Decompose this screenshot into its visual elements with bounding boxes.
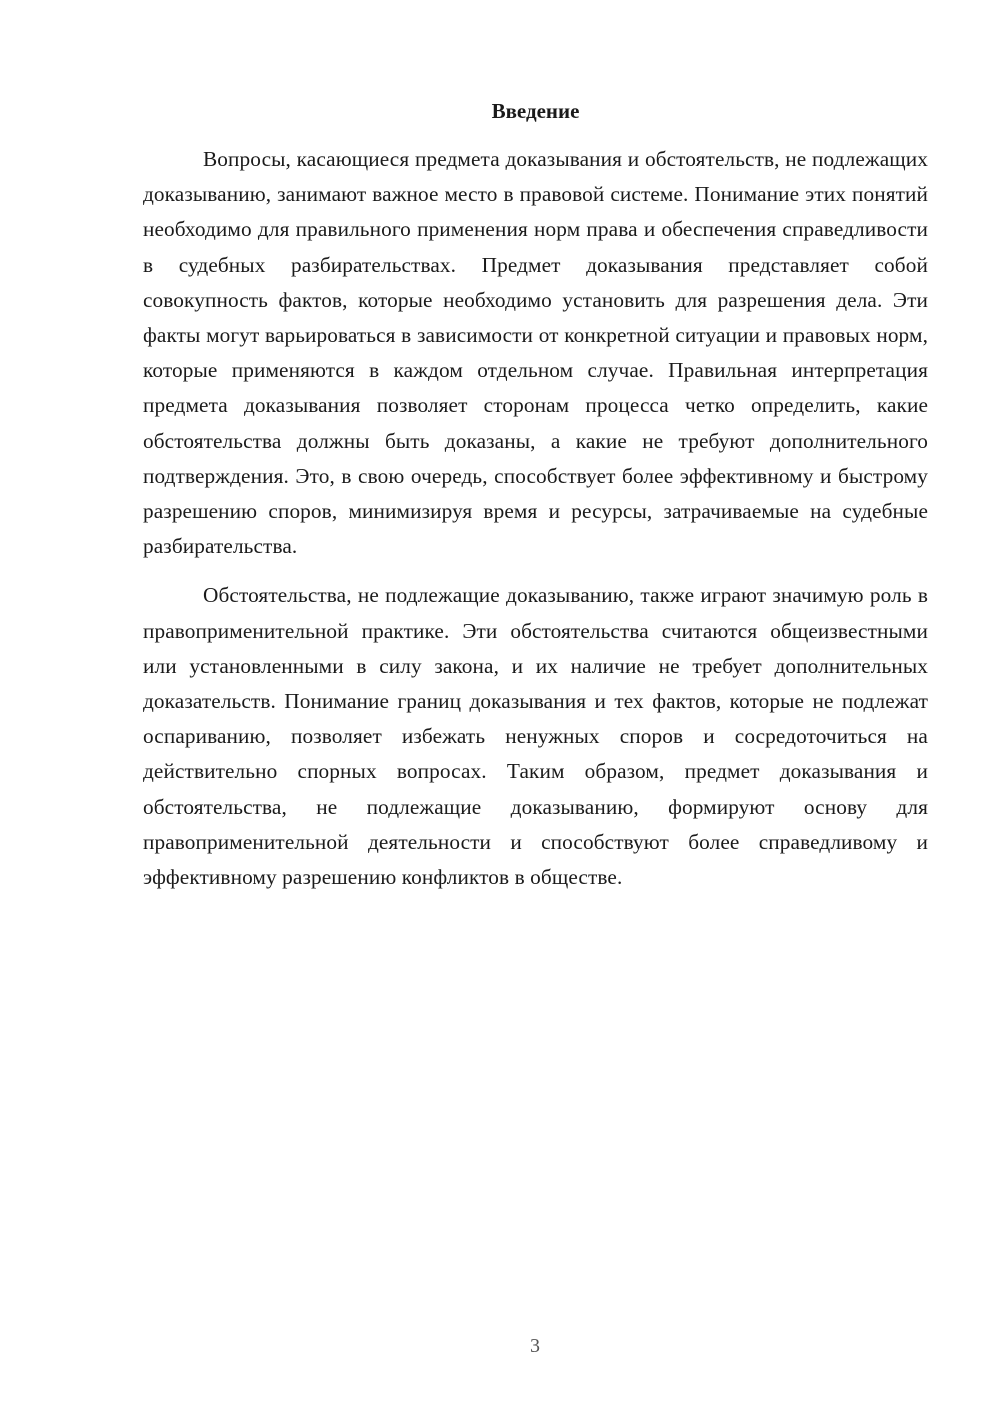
section-heading: Введение <box>491 99 580 123</box>
paragraph-2: Обстоятельства, не подлежащие доказыванию, также играют значимую роль в правоприменительной практике. Эти обстоятельства считаются общеизвестными или установленными в силу закона, и их наличие не требует дополнительных доказательств. Понимание границ доказывания и тех фактов, которые не подлежат оспариванию, позволяет избежать ненужных споров и сосредоточиться на действительно спорных вопросах. Таким образом, предмет доказывания и обстоятельства, не подлежащие доказыванию, формируют основу для правоприменительной деятельности и способствуют более справедливому и эффективному разрешению конфликтов в обществе. <box>143 583 928 890</box>
page-number: 3 <box>530 1335 540 1357</box>
body-text <box>143 142 928 895</box>
paragraph-1: Вопросы, касающиеся предмета доказывания и обстоятельств, не подлежащих доказыванию, занимают важное место в правовой системе. Понимание этих понятий необходимо для правильного применения норм права и обеспечения справедливости в судебных разбирательствах. Предмет доказывания представляет собой совокупность фактов, которые необходимо установить для разрешения дела. Эти факты могут варьироваться в зависимости от конкретной ситуации и правовых норм, которые применяются в каждом отдельном случае. Правильная интерпретация предмета доказывания позволяет сторонам процесса четко определить, какие обстоятельства должны быть доказаны, а какие не требуют дополнительного подтверждения. Это, в свою очередь, способствует более эффективному и быстрому разрешению споров, минимизируя время и ресурсы, затрачиваемые на судебные разбирательства. <box>143 147 928 559</box>
